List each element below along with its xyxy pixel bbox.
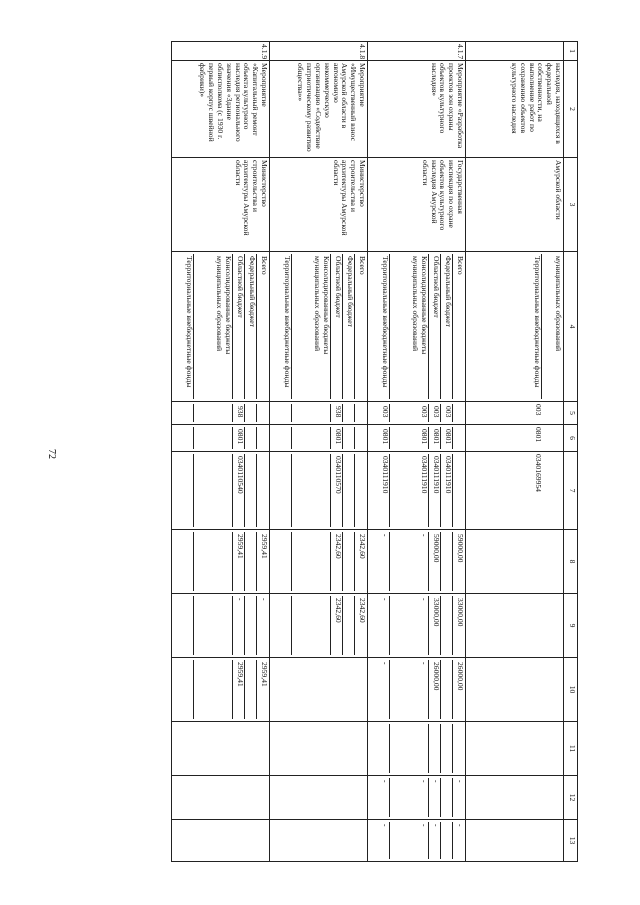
cell-line: 0340111910 (440, 454, 452, 527)
cell-line: - (381, 824, 390, 827)
col10 (172, 658, 270, 722)
cell-line: 2959,41 (232, 532, 244, 591)
funding-sources (368, 252, 466, 402)
cell-line: 0801 (381, 429, 390, 445)
col12 (368, 776, 466, 820)
row-number: 4.1.9 (172, 42, 270, 61)
cell-line: - (232, 596, 244, 655)
cell-line: 33000,00 (452, 596, 464, 655)
row-number (466, 42, 564, 61)
grbs-code: 003 (466, 402, 564, 425)
header-row (564, 42, 578, 862)
measure-name: наследия, находящихся в федеральной собственности, на выполнение работ по сохранению объектов культурного наследия (466, 61, 564, 158)
rzpr-col (172, 425, 270, 452)
rzpr-col (270, 425, 368, 452)
col-header: 7 (564, 452, 578, 530)
cell-line (342, 532, 354, 591)
col-header: 10 (564, 658, 578, 722)
cell-line (291, 532, 330, 591)
cell-line: 2342,60 (354, 596, 366, 655)
measure-name: Мероприятие «Капитальный ремонт объекта культурного наследия регионального значения «Здание облисполкома (с 1930 г. первый корпус швейной фабрики)» (172, 61, 270, 158)
col-header: 9 (564, 594, 578, 658)
cell-line (244, 454, 256, 527)
cell-line: 2959,41 (232, 660, 244, 719)
cell-line: 59000,00 (428, 532, 440, 591)
cell-line: 003 (428, 404, 440, 422)
source-line: Всего (256, 254, 268, 399)
cell-line: 0340111910 (381, 456, 390, 494)
cell-line (173, 404, 193, 422)
cell-line: - (389, 822, 428, 859)
cell-line: 0801 (330, 427, 342, 449)
source-line: Всего (452, 254, 464, 399)
source-line: муниципальных образований (541, 254, 562, 399)
cell-line (440, 532, 452, 591)
table-row (172, 42, 270, 862)
cell-line (244, 532, 256, 591)
source-line: Областной бюджет (428, 254, 440, 399)
cell-line (271, 404, 291, 422)
funding-sources (466, 252, 564, 402)
cell-line: 2959,41 (256, 660, 268, 719)
cell-line (256, 404, 268, 422)
source-line: Федеральный бюджет (244, 254, 256, 399)
cell-line (291, 454, 330, 527)
source-line: Консолидированные бюджеты муниципальных образований (389, 254, 428, 399)
col8 (270, 530, 368, 594)
source-line: Областной бюджет (330, 254, 342, 399)
source-line: Всего (354, 254, 366, 399)
cell-line: - (381, 662, 390, 665)
cell-line (244, 427, 256, 449)
col13 (368, 820, 466, 862)
measure-name: Мероприятие «Разработка проектов зон охраны объектов культурного наследия» (368, 61, 466, 158)
funding-sources (270, 252, 368, 402)
col-header: 3 (564, 158, 578, 252)
col-header: 12 (564, 776, 578, 820)
cell (466, 594, 564, 658)
cell-line: 59000,00 (452, 532, 464, 591)
cell-line (452, 724, 464, 773)
col11 (368, 722, 466, 776)
csr-col (270, 452, 368, 530)
cell-line (354, 427, 366, 449)
cell-line (271, 427, 291, 449)
cell-line: 003 (389, 404, 428, 422)
executor: Государственная инспекция по охране объектов культурного наследия Амурской области (368, 158, 466, 252)
cell-line: - (428, 778, 440, 817)
cell-line (244, 660, 256, 719)
cell-line (193, 404, 232, 422)
cell-line: - (256, 596, 268, 655)
cell-line: 938 (232, 404, 244, 422)
cell-line (342, 404, 354, 422)
cell-line: 0801 (440, 427, 452, 449)
col-header: 11 (564, 722, 578, 776)
source-line: Территориальные внебюджетные фонды (283, 256, 292, 388)
col-header: 1 (564, 42, 578, 61)
cell-line (291, 427, 330, 449)
source-line: Федеральный бюджет (440, 254, 452, 399)
cell-line: 0801 (428, 427, 440, 449)
cell-line: 003 (440, 404, 452, 422)
cell (270, 820, 368, 862)
source-line: Областной бюджет (232, 254, 244, 399)
cell-line (452, 427, 464, 449)
row-number: 4.1.8 (270, 42, 368, 61)
cell-line: - (452, 778, 464, 817)
cell-line (440, 596, 452, 655)
cell-line: - (389, 778, 428, 817)
cell-line: - (428, 822, 440, 859)
cell-line (354, 454, 366, 527)
cell (270, 776, 368, 820)
rotated-page (171, 41, 578, 862)
cell-line: 938 (330, 404, 342, 422)
cell-line (173, 660, 193, 719)
cell-line (342, 454, 354, 527)
cell-line (342, 596, 354, 655)
cell (172, 820, 270, 862)
cell-line: 0340110540 (232, 454, 244, 527)
source-line: Территориальные внебюджетные фонды (381, 256, 390, 388)
cell-line (291, 596, 330, 655)
cell-line: - (389, 660, 428, 719)
cell-line (193, 427, 232, 449)
cell-line (440, 724, 452, 773)
cell-line: 26000,00 (428, 660, 440, 719)
row-number: 4.1.7 (368, 42, 466, 61)
cell-line: 0801 (232, 427, 244, 449)
col9 (368, 594, 466, 658)
cell (466, 658, 564, 722)
cell-line: 0801 (389, 427, 428, 449)
cell-line (369, 724, 389, 773)
cell-line: - (381, 534, 390, 537)
cell-line: 2342,60 (330, 596, 342, 655)
source-line: Консолидированные бюджеты муниципальных образований (193, 254, 232, 399)
executor: Амурской области (466, 158, 564, 252)
cell-line (440, 660, 452, 719)
cell-line (193, 660, 232, 719)
rzpr-col (368, 425, 466, 452)
cell-line: 2342,60 (354, 532, 366, 591)
cell-line: 0340111910 (428, 454, 440, 527)
cell-line (173, 454, 193, 527)
cell-line: - (389, 532, 428, 591)
col-header: 13 (564, 820, 578, 862)
rzpr-code: 0801 (466, 425, 564, 452)
cell-line (256, 454, 268, 527)
measure-name: Мероприятие «Имущественный взнос Амурской области в автономную некоммерческую организацию «Содействие патриотическому развитию общества»» (270, 61, 368, 158)
cell-line: - (381, 780, 390, 783)
source-line: Федеральный бюджет (342, 254, 354, 399)
cell-line (440, 822, 452, 859)
cell-line (173, 532, 193, 591)
cell-line (452, 404, 464, 422)
col10 (368, 658, 466, 722)
csr-code: 0340169954 (466, 452, 564, 530)
cell-line (244, 404, 256, 422)
table-row (368, 42, 466, 862)
cell (270, 722, 368, 776)
cell-line (256, 427, 268, 449)
cell (270, 658, 368, 722)
grbs-col (172, 402, 270, 425)
cell-line: 2342,60 (330, 532, 342, 591)
cell (466, 722, 564, 776)
source-line: Консолидированные бюджеты муниципальных образований (291, 254, 330, 399)
cell-line (428, 724, 440, 773)
table-row (466, 42, 564, 862)
budget-table (171, 41, 578, 862)
cell-line (271, 532, 291, 591)
cell-line: - (389, 596, 428, 655)
source-line: Территориальные внебюджетные фонды (533, 256, 542, 388)
cell-line: 2959,41 (256, 532, 268, 591)
cell-line: - (381, 598, 390, 601)
cell-line: - (452, 822, 464, 859)
cell-line (440, 778, 452, 817)
col-header: 8 (564, 530, 578, 594)
col-header: 4 (564, 252, 578, 402)
funding-sources (172, 252, 270, 402)
csr-col (368, 452, 466, 530)
cell-line (271, 454, 291, 527)
grbs-col (270, 402, 368, 425)
cell-line (342, 427, 354, 449)
cell-line: 0340111910 (389, 454, 428, 527)
col9 (270, 594, 368, 658)
cell-line (452, 454, 464, 527)
grbs-col (368, 402, 466, 425)
cell-line (244, 596, 256, 655)
cell-line (173, 427, 193, 449)
cell-line (193, 596, 232, 655)
col-header: 6 (564, 425, 578, 452)
cell-line (173, 596, 193, 655)
cell (172, 776, 270, 820)
executor: Министерство строительства и архитектуры Амурской области (270, 158, 368, 252)
cell-line (193, 532, 232, 591)
cell-line: 0340110570 (330, 454, 342, 527)
cell-line (389, 724, 428, 773)
cell (172, 722, 270, 776)
cell-line: 26000,00 (452, 660, 464, 719)
csr-col (172, 452, 270, 530)
cell (466, 776, 564, 820)
col-header: 2 (564, 61, 578, 158)
cell-line (193, 454, 232, 527)
col8 (368, 530, 466, 594)
cell (466, 530, 564, 594)
source-line: Территориальные внебюджетные фонды (185, 256, 194, 388)
col-header: 5 (564, 402, 578, 425)
cell-line (291, 404, 330, 422)
cell-line (271, 596, 291, 655)
cell-line: 003 (381, 406, 390, 418)
cell-line: 33000,00 (428, 596, 440, 655)
cell (466, 820, 564, 862)
page-number: 72 (46, 449, 57, 459)
col8 (172, 530, 270, 594)
cell-line (354, 404, 366, 422)
table-row (270, 42, 368, 862)
col9 (172, 594, 270, 658)
executor: Министерство строительства и архитектуры Амурской области (172, 158, 270, 252)
